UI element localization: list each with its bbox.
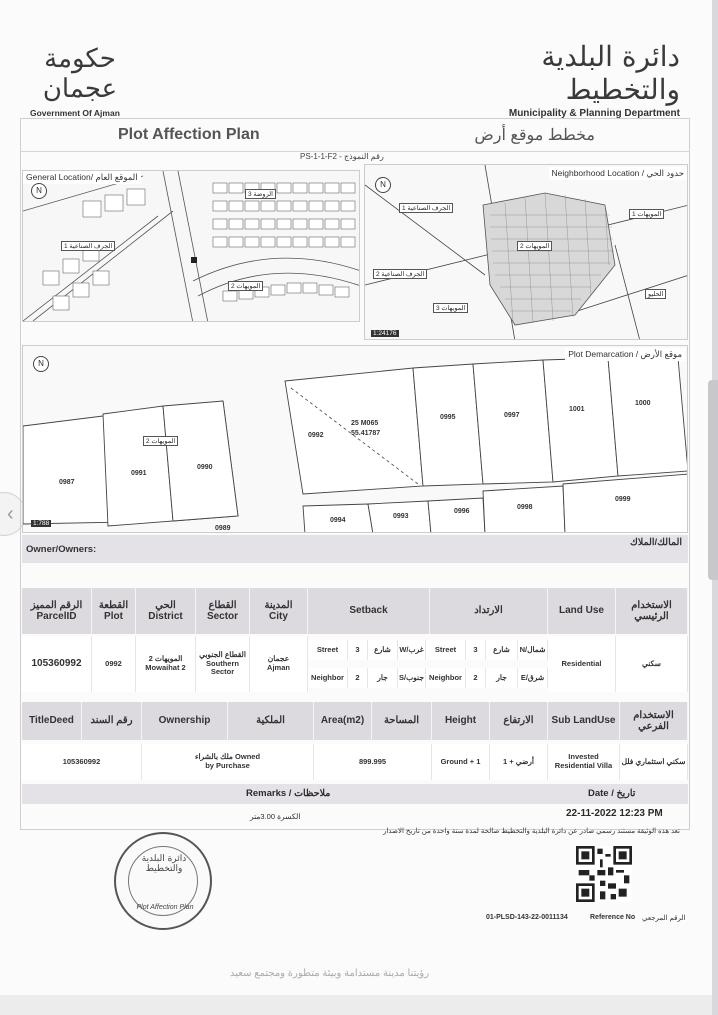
sub-land-use-header: Sub LandUse [548, 702, 620, 740]
remarks-note: الكسرة 3.00متر [250, 812, 301, 821]
setback-type-arabic: جار [486, 668, 518, 688]
remarks-label: Remarks / ملاحظات [246, 788, 331, 799]
area-tag: المويهات 2 [517, 241, 552, 251]
sub-use-value-arabic: سكني استثماري فلل [620, 744, 688, 780]
parcel-label: 0999 [615, 496, 631, 503]
owner-label: Owner/Owners: [26, 544, 97, 555]
setback-distance: 3 [466, 640, 486, 660]
reference-label-arabic: الرقم المرجعي [642, 915, 686, 922]
scroll-handle[interactable] [708, 380, 718, 580]
parcel-label: 0993 [393, 513, 409, 520]
reference-label: Reference No [590, 914, 636, 921]
setback-distance: 2 [466, 668, 486, 688]
north-arrow-icon: N [33, 356, 49, 372]
district-header [136, 588, 196, 634]
title-deed-value: 105360992 [22, 744, 142, 780]
parcel-label: 0995 [440, 414, 456, 421]
plot-demarcation-map [22, 345, 688, 533]
page-title: Plot Affection Plan [118, 126, 260, 143]
parcel-label: 0998 [517, 504, 533, 511]
setback-direction: N/شمال [518, 640, 548, 660]
ownership-header-arabic: الملكية [228, 702, 314, 740]
date-value: 22-11-2022 12:23 PM [566, 808, 663, 819]
seal-arabic-text: دائرة البلدية والتخطيط [141, 854, 187, 874]
setback-distance: 3 [348, 640, 368, 660]
setback-type: Neighbor [426, 668, 466, 688]
parcel-id-header [22, 588, 92, 634]
header-arabic: الرقم المميز [30, 599, 83, 611]
government-logo-english: Government Of Ajman [30, 108, 120, 118]
area-tag: الحليو [645, 289, 666, 299]
sub-land-use-value: Invested Residential Villa [548, 744, 620, 780]
header-english: City [269, 611, 288, 622]
page-title-arabic: مخطط موقع أرض [474, 127, 595, 144]
plot-value: 0992 [92, 636, 136, 692]
header-english: District [148, 611, 183, 622]
owner-label-arabic: المالك/الملاك [630, 537, 682, 548]
north-arrow-icon: N [375, 177, 391, 193]
height-header-arabic: الارتفاع [490, 702, 548, 740]
city-header [250, 588, 308, 634]
city-value: عجمان Ajman [250, 636, 308, 692]
header-arabic: القطاع [208, 599, 237, 611]
area-tag: المويهات 2 [228, 281, 263, 291]
header-arabic: القطعة [98, 599, 129, 611]
form-number: PS-1-1-F2 - رقم النموذج [300, 152, 384, 161]
owner-band [22, 535, 688, 563]
vision-text: رؤيتنا مدينة مستدامة وبيئة متطورة ومجتمع سعيد [230, 968, 430, 979]
chevron-left-icon: ‹ [7, 503, 14, 525]
municipality-logo-arabic: دائرة البلدية والتخطيط [541, 40, 680, 106]
area-header: Area(m2) [314, 702, 372, 740]
date-label: Date / تاريخ [588, 788, 636, 799]
parcel-label: 0992 [308, 432, 324, 439]
remarks-band [22, 784, 688, 804]
header-english: Plot [104, 611, 123, 622]
setback-header [308, 588, 430, 634]
parcel-label: 0989 [215, 525, 231, 532]
plot-dimension: 25 M065 [351, 420, 379, 427]
header-arabic: الحي [155, 599, 176, 611]
setback-type-arabic: جار [368, 668, 398, 688]
sector-value: القطاع الجنوبي Southern Sector [196, 636, 250, 692]
north-arrow-icon: N [31, 183, 47, 199]
area-tag: الجرف الصناعية 2 [373, 269, 427, 279]
land-use-header [548, 588, 616, 634]
header-arabic: الارتداد [474, 605, 503, 617]
district-tag: المويهات 2 [143, 436, 178, 446]
plot-demarcation-label: Plot Demarcation / موقع الأرض [565, 348, 685, 361]
neighborhood-map-drawing [365, 165, 688, 340]
setback-type: Street [308, 640, 348, 660]
area-tag: المويهات 1 [629, 209, 664, 219]
parcel-id-value: 105360992 [22, 636, 92, 692]
parcel-label: 0990 [197, 464, 213, 471]
government-logo-arabic: حكومة عجمان [42, 44, 118, 104]
area-tag: الجرف الصناعية 1 [61, 241, 115, 251]
municipality-logo [480, 40, 680, 119]
parcel-label: 1001 [569, 406, 585, 413]
parcel-label: 0996 [454, 508, 470, 515]
height-header: Height [432, 702, 490, 740]
municipality-logo-english: Municipality & Planning Department [508, 108, 680, 119]
title-row [20, 118, 690, 152]
height-value: Ground + 1 [432, 744, 490, 780]
footer-strip [0, 995, 712, 1015]
area-header-arabic: المساحة [372, 702, 432, 740]
parcel-label: 0987 [59, 479, 75, 486]
header-english: Sector [206, 611, 239, 622]
title-deed-header-arabic: رقم السند [82, 702, 142, 740]
parcel-label: 0991 [131, 470, 147, 477]
plot-dimension: 55.41787 [351, 430, 381, 437]
setback-type: Street [426, 640, 466, 660]
header-english: Land Use [558, 605, 604, 617]
parcel-label: 1000 [635, 400, 651, 407]
title-deed-header: TitleDeed [22, 702, 82, 740]
plot-demarcation-drawing [23, 346, 688, 533]
official-seal [114, 832, 212, 930]
parcel-label: 0997 [504, 412, 520, 419]
sector-header [196, 588, 250, 634]
setback-direction: E/شرق [518, 668, 548, 688]
setback-type: Neighbor [308, 668, 348, 688]
header-english: ParcelID [36, 611, 77, 622]
ownership-header: Ownership [142, 702, 228, 740]
neighborhood-location-label: Neighborhood Location / حدود الحي [549, 167, 688, 180]
map-scale: 1:24176 [373, 330, 397, 337]
main-use-header [616, 588, 688, 634]
map-scale: 1:788 [33, 520, 50, 527]
qr-code [576, 846, 632, 902]
district-value: المويهات 2 Mowaihat 2 [136, 636, 196, 692]
header-arabic: الاستخدام الرئيسي [631, 599, 672, 622]
land-use-value: Residential [548, 636, 616, 692]
header-arabic: المدينة [264, 599, 293, 611]
setback-type-arabic: شارع [368, 640, 398, 660]
reference-number: 01-PLSD-143-22-0011134 [486, 914, 568, 921]
area-tag: الجرف الصناعية 1 [399, 203, 453, 213]
sub-use-header-arabic: الاستخدام الفرعي [620, 702, 688, 740]
setback-direction: S/جنوب [398, 668, 426, 688]
header-english: Setback [349, 605, 388, 617]
government-logo [30, 44, 140, 118]
parcel-label: 0994 [330, 517, 346, 524]
setback-type-arabic: شارع [486, 640, 518, 660]
general-location-label: General Location/ الموقع العام [23, 171, 141, 184]
neighborhood-location-map [364, 164, 688, 340]
setback-header-arabic [430, 588, 548, 634]
seal-english-text: Plot Affection Plan [136, 904, 194, 911]
plot-header [92, 588, 136, 634]
setback-direction: W/غرب [398, 640, 426, 660]
height-value-arabic: أرضي + 1 [490, 744, 548, 780]
disclaimer-text: تعد هذه الوثيقة مستند رسمي صادر عن دائرة البلدية والتخطيط صالحة لمدة سنة واحدة من تاريخ الاصدار [383, 828, 680, 835]
area-tag: المويهات 3 [433, 303, 468, 313]
main-use-value: سكني [616, 636, 688, 692]
area-tag: الروضة 3 [245, 189, 276, 199]
ownership-value: ملك بالشراء Owned by Purchase [142, 744, 314, 780]
general-location-map [22, 170, 360, 322]
area-value: 899.995 [314, 744, 432, 780]
setback-distance: 2 [348, 668, 368, 688]
